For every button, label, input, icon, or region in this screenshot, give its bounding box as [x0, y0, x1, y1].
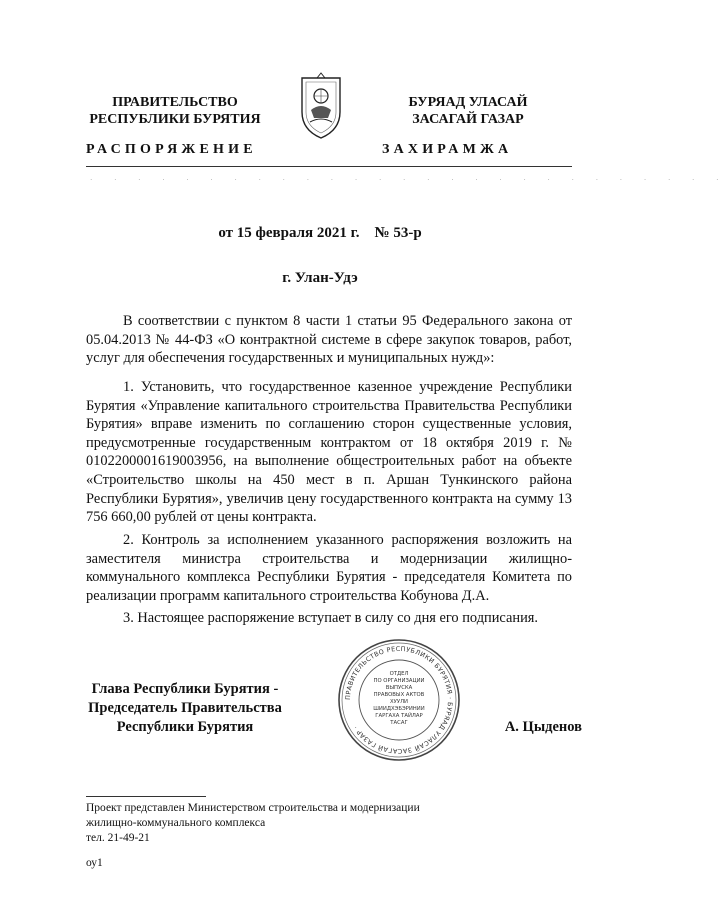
signatory-title-line1: Глава Республики Бурятия -: [91, 681, 279, 697]
official-stamp: [337, 638, 461, 762]
preamble-paragraph: [86, 312, 572, 368]
preamble-text: В соответствии с пунктом 8 части 1 статьи 95 Федерального закона от 05.04.2013 № 44-ФЗ «О контрактной системе в сфере закупок товаров, работ, услуг для обеспечения государственных и муниципальных нужд»:: [86, 313, 572, 367]
footer-line1: Проект представлен Министерством строительства и модернизации: [86, 802, 420, 814]
item-1-paragraph: [86, 378, 572, 527]
signatory-name: А. Цыденов: [504, 719, 582, 735]
stamp-line-4: ПРАВОВЫХ АКТОВ: [373, 692, 425, 698]
stamp-line-6: ШИИДХЭБЭРИНИИ: [373, 706, 425, 712]
header-divider: [86, 166, 572, 167]
stamp-line-1: ОТДЕЛ: [389, 671, 409, 677]
footer-code: оу1: [86, 857, 103, 869]
header-left-org: [70, 94, 280, 128]
signatory-title-line3: Республики Бурятия: [116, 719, 254, 735]
doc-type-right: ЗАХИРАМЖА: [382, 142, 513, 157]
header-dot-line: · · · · · · · · · · · · · · · · · · · · · · · · · · ·: [90, 176, 728, 184]
stamp-line-2: ПО ОРГАНИЗАЦИИ: [373, 678, 425, 684]
header-right-line2: ЗАСАГАЙ ГАЗАР: [412, 112, 524, 127]
doc-type-left: РАСПОРЯЖЕНИЕ: [86, 142, 257, 157]
signatory-title: [72, 680, 298, 737]
coat-of-arms-icon: [298, 72, 344, 142]
header-right-org: [368, 94, 568, 128]
item-2-paragraph: [86, 531, 572, 605]
signatory-title-line2: Председатель Правительства: [88, 700, 282, 716]
header-right-line1: БУРЯАД УЛАСАЙ: [408, 95, 528, 110]
stamp-line-3: ВЫПУСКА: [385, 685, 413, 691]
header-left-line1: ПРАВИТЕЛЬСТВО: [112, 95, 238, 110]
footer-note: [86, 801, 566, 846]
stamp-outer-text: ПРАВИТЕЛЬСТВО РЕСПУБЛИКИ БУРЯТИЯ · БУРЯАД УЛАСАЙ ЗАСАГАЙ ГАЗАР ·: [343, 644, 455, 756]
city: г. Улан-Удэ: [282, 270, 358, 286]
item-3-paragraph: [86, 609, 572, 628]
item-1-text: 1. Установить, что государственное казенное учреждение Республики Бурятия «Управление капитального строительства Правительства Республики Бурятия» вправе изменить по соглашению сторон существенные условия, предусмотренные государственным контрактом от 18 октября 2019 г. № 0102200001619003956, на выполнение общестроительных работ на объекте «Строительство школы на 450 мест в п. Аршан Тункинского района Республики Бурятия», увеличив цену государственного контракта на сумму 13 756 660,00 рублей от цены контракта.: [86, 379, 572, 526]
footer-divider: [86, 796, 206, 797]
stamp-line-5: ХУУЛИ: [389, 699, 409, 705]
footer-phone: тел. 21-49-21: [86, 832, 150, 844]
item-2-text: 2. Контроль за исполнением указанного распоряжения возложить на заместителя министра строительства и модернизации жилищно-коммунального комплекса Республики Бурятия - председателя Комитета по реализации программ капитального строительства Кобунова Д.А.: [86, 532, 572, 604]
item-3-text: 3. Настоящее распоряжение вступает в силу со дня его подписания.: [123, 610, 538, 626]
stamp-line-8: ТАСАГ: [390, 720, 408, 726]
date-number: от 15 февраля 2021 г. № 53-р: [218, 225, 422, 241]
footer-line2: жилищно-коммунального комплекса: [86, 817, 266, 829]
stamp-line-7: ГАРГАХА ТАЙЛАР: [375, 713, 423, 719]
header-left-line2: РЕСПУБЛИКИ БУРЯТИЯ: [89, 112, 261, 127]
